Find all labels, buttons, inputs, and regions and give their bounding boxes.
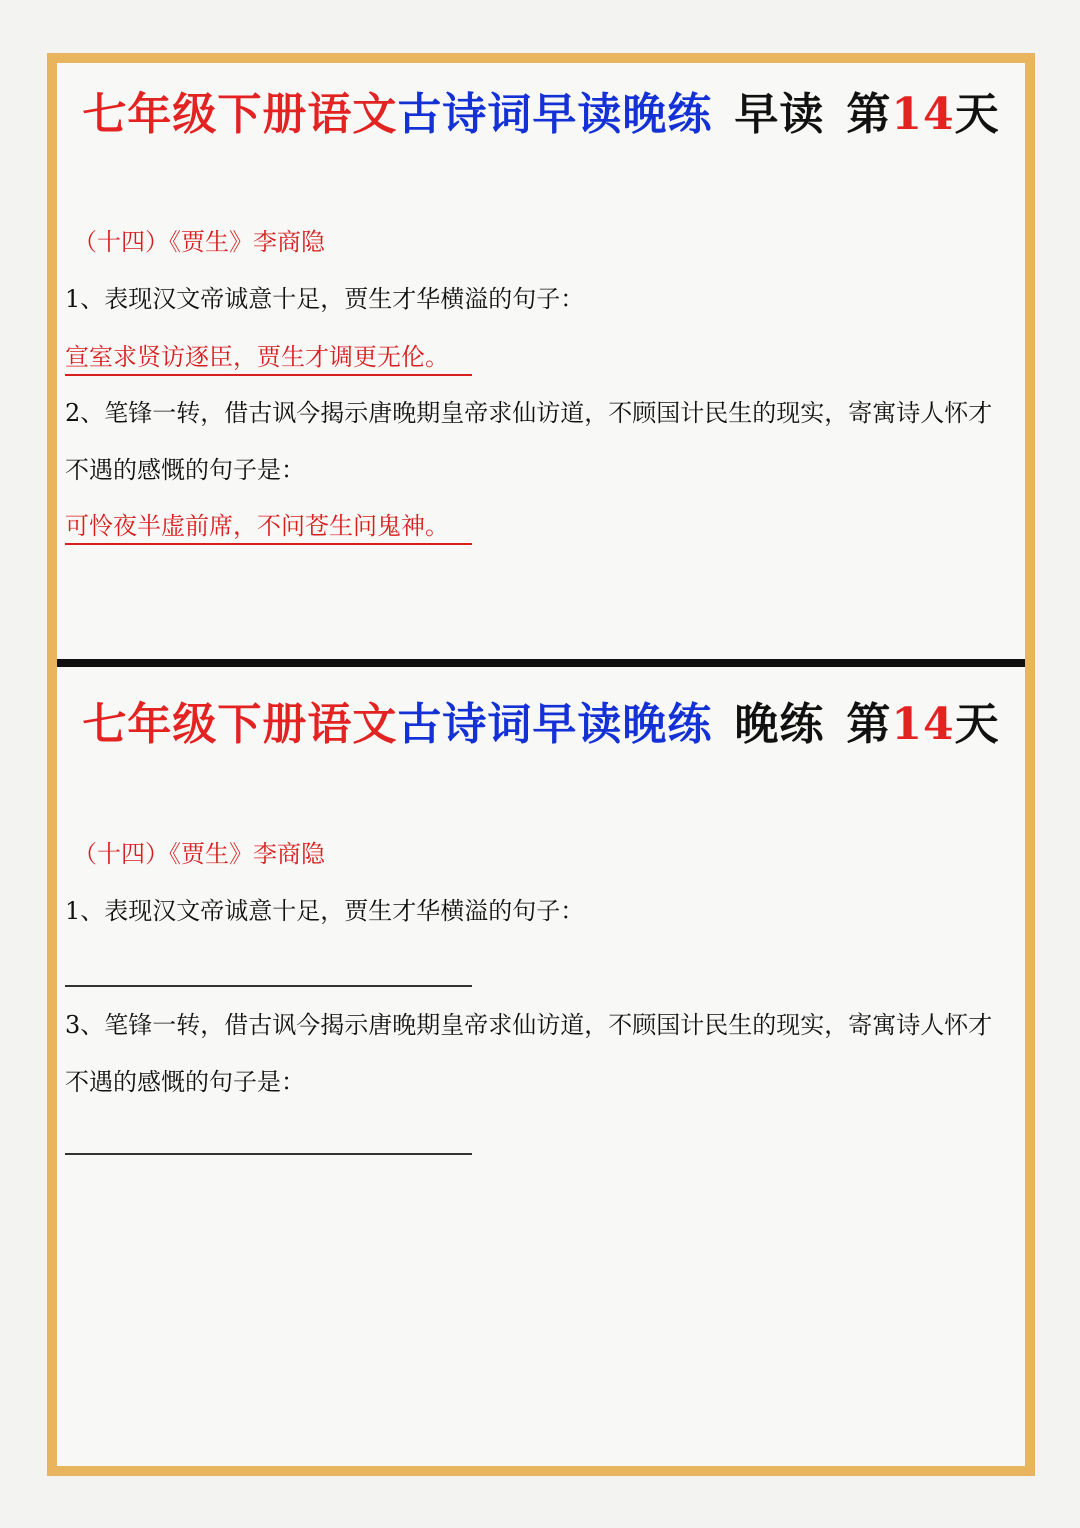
answer-blank-1[interactable] [65,985,472,987]
question-1: 1、表现汉文帝诚意十足，贾生才华横溢的句子： [65,897,585,925]
evening-title [57,695,1025,755]
answer-2: 可怜夜半虚前席，不问苍生问鬼神。 [65,509,472,545]
title-red-part: 七年级下册语文 [82,699,398,750]
title-day-prefix: 第 [846,89,892,140]
title-day-number: 14 [891,699,955,750]
title-day-suffix: 天 [954,699,1000,750]
evening-section [57,675,1025,1466]
title-red-part: 七年级下册语文 [82,89,398,140]
poem-subtitle: （十四）《贾生》李商隐 [73,228,325,256]
answer-blank-2[interactable] [65,1153,472,1155]
title-blue-part: 古诗词早读晚练 [397,89,713,140]
title-mode: 早读 [734,89,825,140]
morning-title [57,85,1025,145]
poem-subtitle: （十四）《贾生》李商隐 [73,840,325,868]
title-mode: 晚练 [734,699,825,750]
morning-section [57,63,1025,659]
title-blue-part: 古诗词早读晚练 [397,699,713,750]
title-day-prefix: 第 [846,699,892,750]
question-2: 2、笔锋一转，借古讽今揭示唐晚期皇帝求仙访道，不顾国计民生的现实，寄寓诗人怀才不遇的感慨的句子是： [65,399,993,484]
worksheet-frame [47,53,1035,1476]
question-2: 3、笔锋一转，借古讽今揭示唐晚期皇帝求仙访道，不顾国计民生的现实，寄寓诗人怀才不遇的感慨的句子是： [65,1011,993,1096]
title-day-number: 14 [891,89,955,140]
answer-1: 宣室求贤访逐臣，贾生才调更无伦。 [65,340,472,376]
section-divider [57,659,1025,667]
title-day-suffix: 天 [954,89,1000,140]
question-1: 1、表现汉文帝诚意十足，贾生才华横溢的句子： [65,285,585,313]
